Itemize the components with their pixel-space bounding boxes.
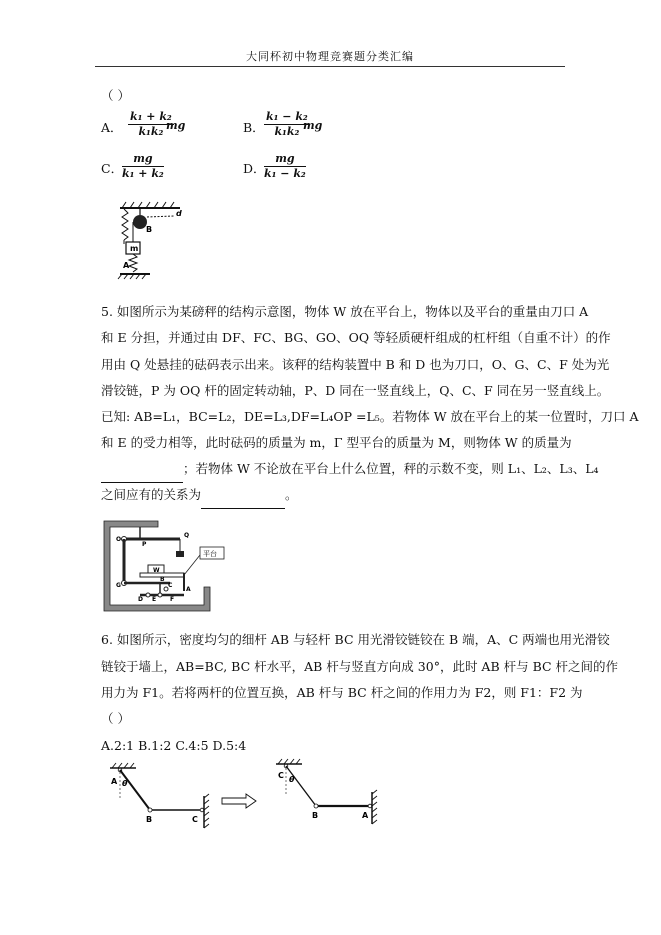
q4-label-b: B (146, 225, 153, 234)
q4-option-a-tail: mg (166, 119, 186, 132)
q5-label-d: D (138, 596, 143, 603)
q5-line-2: 和 E 分担，并通过由 DF、FC、BG、GO、OQ 等轻质硬杆组成的杠杆组（自重不计）的作 (101, 330, 611, 345)
q5-label-o: O (116, 536, 122, 543)
q5-line-7 (101, 456, 599, 483)
q6-bracket: （ ） (101, 711, 130, 726)
q4-option-b-letter: B． (243, 120, 265, 135)
q6-label-b-right: B (312, 811, 319, 820)
q4-option-d-letter: D． (243, 161, 266, 176)
q4-pulley-figure (110, 200, 210, 280)
q5-line-6: 和 E 的受力相等，此时砝码的质量为 m，Γ 型平台的质量为 M，则物体 W 的质量为 (101, 435, 572, 450)
q5-label-b: B (160, 576, 165, 583)
q5-label-q: Q (184, 532, 190, 539)
q5-line-1: 5. 如图所示为某磅秤的结构示意图，物体 W 放在平台上，物体以及平台的重量由刀口 A (101, 304, 589, 319)
q4-option-d-fraction (264, 152, 306, 181)
q5-label-c: C (168, 582, 173, 589)
q5-label-platform: 平台 (203, 550, 217, 558)
q5-line-5: 已知: AB=L₁，BC=L₂，DE=L₃,DF=L₄OP =L₅。若物体 W 放在平台上的某一位置时，刀口 A (101, 409, 639, 424)
q6-label-c-right: C (278, 771, 284, 780)
q6-label-theta-right: θ (289, 775, 295, 784)
q4-option-c-denominator: k₁ + k₂ (122, 167, 164, 180)
q5-label-g: G (116, 582, 121, 589)
q4-option-a-letter: A． (101, 120, 123, 135)
q4-bracket: （ ） (101, 88, 130, 103)
q5-label-e: E (152, 596, 157, 603)
q5-line-7-text: ；若物体 W 不论放在平台上什么位置，秤的示数不变，则 L₁、L₂、L₃、L₄ (183, 461, 599, 476)
page-header: 大同杯初中物理竞赛题分类汇编 (246, 50, 414, 63)
q4-option-b-denominator: k₁k₂ (274, 125, 300, 138)
q5-line-8 (101, 482, 571, 509)
q6-label-b-left: B (146, 815, 153, 824)
q4-option-c-fraction (122, 152, 164, 181)
q6-label-theta-left: θ (122, 779, 128, 788)
q4-option-b-tail: mg (303, 119, 323, 132)
q4-option-d-denominator: k₁ − k₂ (264, 167, 306, 180)
q4-option-c-letter: C． (101, 161, 124, 176)
q4-option-c-numerator: mg (122, 152, 164, 167)
q4-label-d: d (176, 209, 182, 218)
q6-label-c-left: C (192, 815, 198, 824)
q4-option-b-numerator: k₁ − k₂ (266, 110, 308, 123)
q5-label-p: P (142, 541, 147, 548)
q6-label-a-right: A (362, 811, 369, 820)
q4-option-d-numerator: mg (264, 152, 306, 167)
q6-line-2: 链铰于墙上，AB=BC, BC 杆水平，AB 杆与竖直方向成 30°，此时 AB 杆与 BC 杆之间的作 (101, 659, 619, 674)
q6-label-a-left: A (111, 777, 118, 786)
q4-label-m: m (130, 244, 139, 253)
q4-label-a: A (123, 261, 130, 270)
q5-line-4: 滑铰链，P 为 OQ 杆的固定转动轴，P、D 同在一竖直线上，Q、C、F 同在另一竖直线上。 (101, 383, 610, 398)
q5-line-8-start: 之间应有的关系为 (101, 487, 202, 502)
q5-label-w: W (153, 567, 160, 574)
q6-options: A.2:1 B.1:2 C.4:5 D.5:4 (101, 738, 247, 753)
header-rule (95, 66, 565, 67)
q6-line-3: 用力为 F1。若将两杆的位置互换，AB 杆与 BC 杆之间的作用力为 F2，则 F1：F2 为 (101, 685, 583, 700)
q6-rods-figure (100, 760, 390, 835)
q6-line-1: 6. 如图所示，密度均匀的细杆 AB 与轻杆 BC 用光滑铰链铰在 B 端，A、C 两端也用光滑铰 (101, 632, 610, 647)
q5-answer-blank-2 (201, 482, 285, 509)
q5-scale-figure (100, 515, 230, 615)
q4-option-a-denominator: k₁k₂ (138, 125, 164, 138)
q5-line-3: 用由 Q 处悬挂的砝码表示出来。该秤的结构装置中 B 和 D 也为刀口，O、G、C、F 处为光 (101, 357, 610, 372)
q4-option-a-numerator: k₁ + k₂ (130, 110, 172, 123)
q5-answer-blank-1 (101, 456, 183, 483)
q5-line-8-end: 。 (285, 487, 298, 502)
q5-label-f: F (170, 596, 175, 603)
q5-label-a: A (186, 586, 191, 593)
